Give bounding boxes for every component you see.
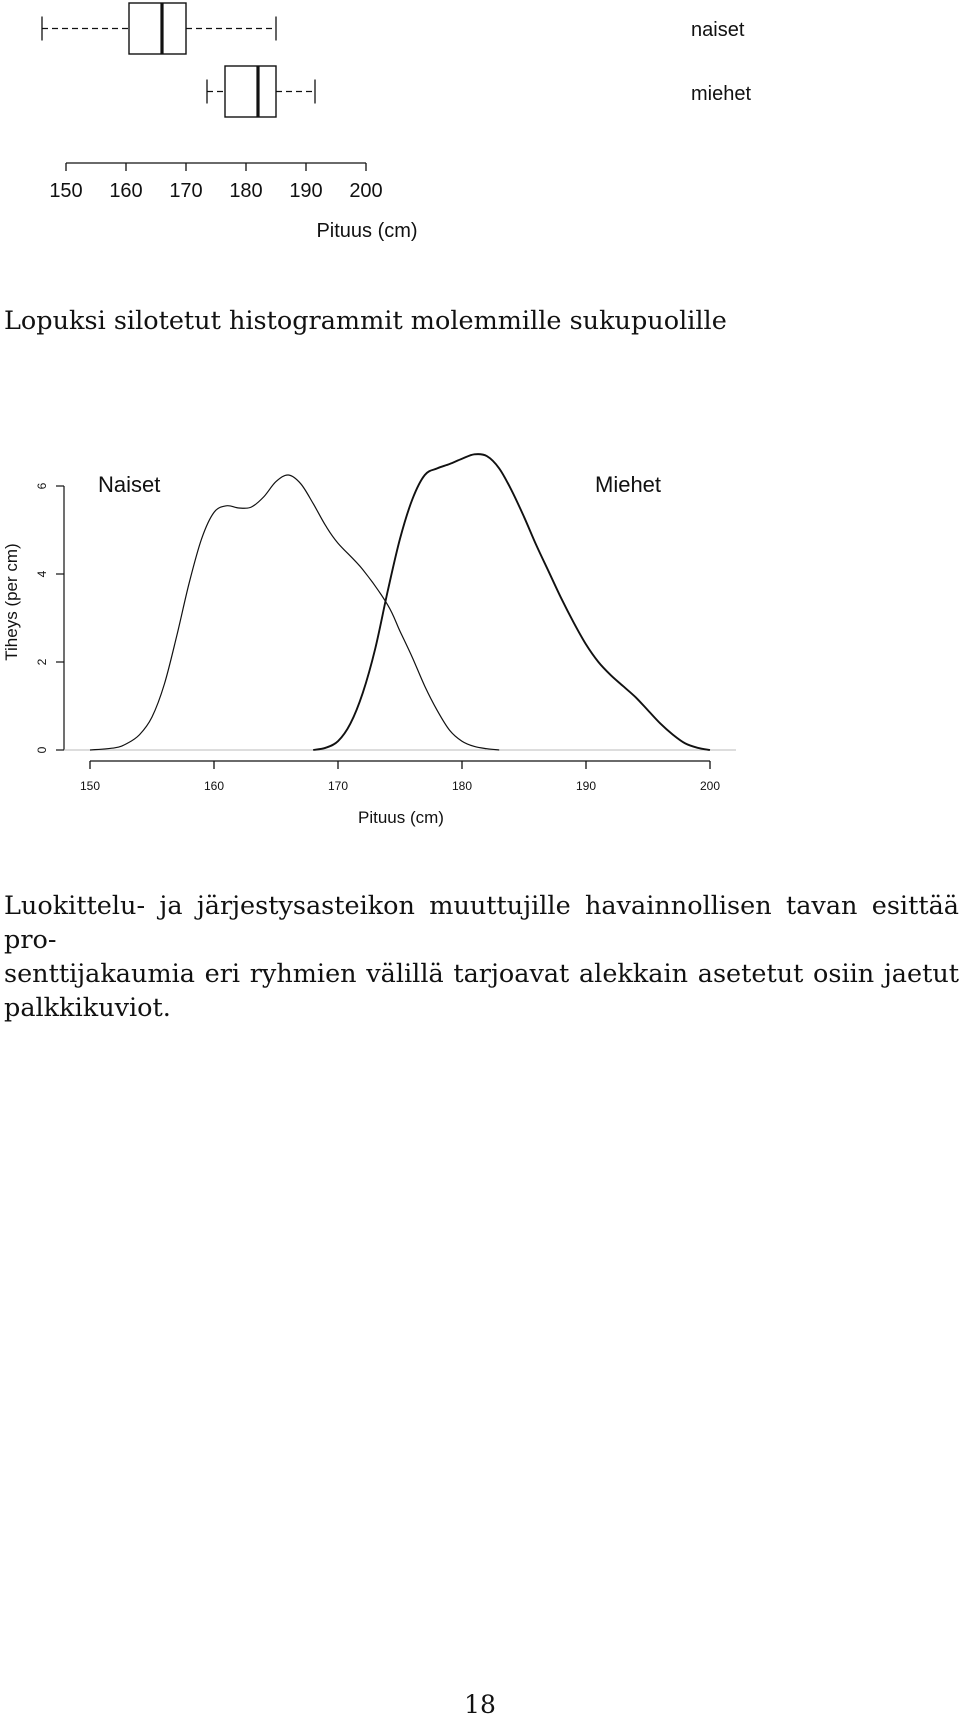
axis-tick-label: 170 [169,180,203,202]
legend-miehet: Miehet [595,472,662,497]
y-tick-label: 6 [35,482,49,490]
density-x-axis [64,750,736,793]
density-y-axis [35,482,64,753]
body-paragraph [4,889,959,1025]
boxplot-figure [0,0,960,250]
legend-naiset: Naiset [98,472,161,497]
density-chart [0,430,960,850]
axis-tick-label: 180 [229,180,263,202]
paragraph-line: Luokittelu- ja järjestysasteikon muuttujille havainnollisen tavan esittää pro- [4,891,959,955]
box-iqr [129,3,186,54]
x-tick-label: 160 [203,779,225,793]
y-tick-label: 0 [35,746,49,754]
x-tick-label: 150 [79,779,101,793]
x-tick-label: 170 [327,779,349,793]
paragraph-line: senttijakaumia eri ryhmien välillä tarjoavat alekkain asetetut osiin jaetut [4,959,959,989]
y-tick-label: 4 [35,570,49,578]
boxplot-naiset [42,3,276,54]
axis-tick-label: 150 [49,180,83,202]
boxplot-label-miehet: miehet [691,83,752,105]
density-line-miehet [313,454,710,750]
y-axis-label: Tiheys (per cm) [2,543,21,661]
x-tick-label: 190 [575,779,597,793]
boxplot-axis-label: Pituus (cm) [316,220,418,242]
boxplot-x-axis [49,163,382,202]
axis-tick-label: 160 [109,180,143,202]
section-heading: Lopuksi silotetut histogrammit molemmille sukupuolille [4,306,727,336]
x-tick-label: 200 [699,779,721,793]
x-tick-label: 180 [451,779,473,793]
boxplot-label-naiset: naiset [691,19,745,41]
x-axis-label: Pituus (cm) [358,808,444,827]
density-line-naiset [90,475,499,750]
y-tick-label: 2 [35,658,49,666]
page-number: 18 [464,1690,496,1719]
boxplot-miehet [207,66,315,117]
axis-tick-label: 200 [349,180,383,202]
paragraph-line: palkkikuviot. [4,993,171,1023]
axis-tick-label: 190 [289,180,323,202]
box-iqr [225,66,276,117]
density-curves [90,454,710,750]
